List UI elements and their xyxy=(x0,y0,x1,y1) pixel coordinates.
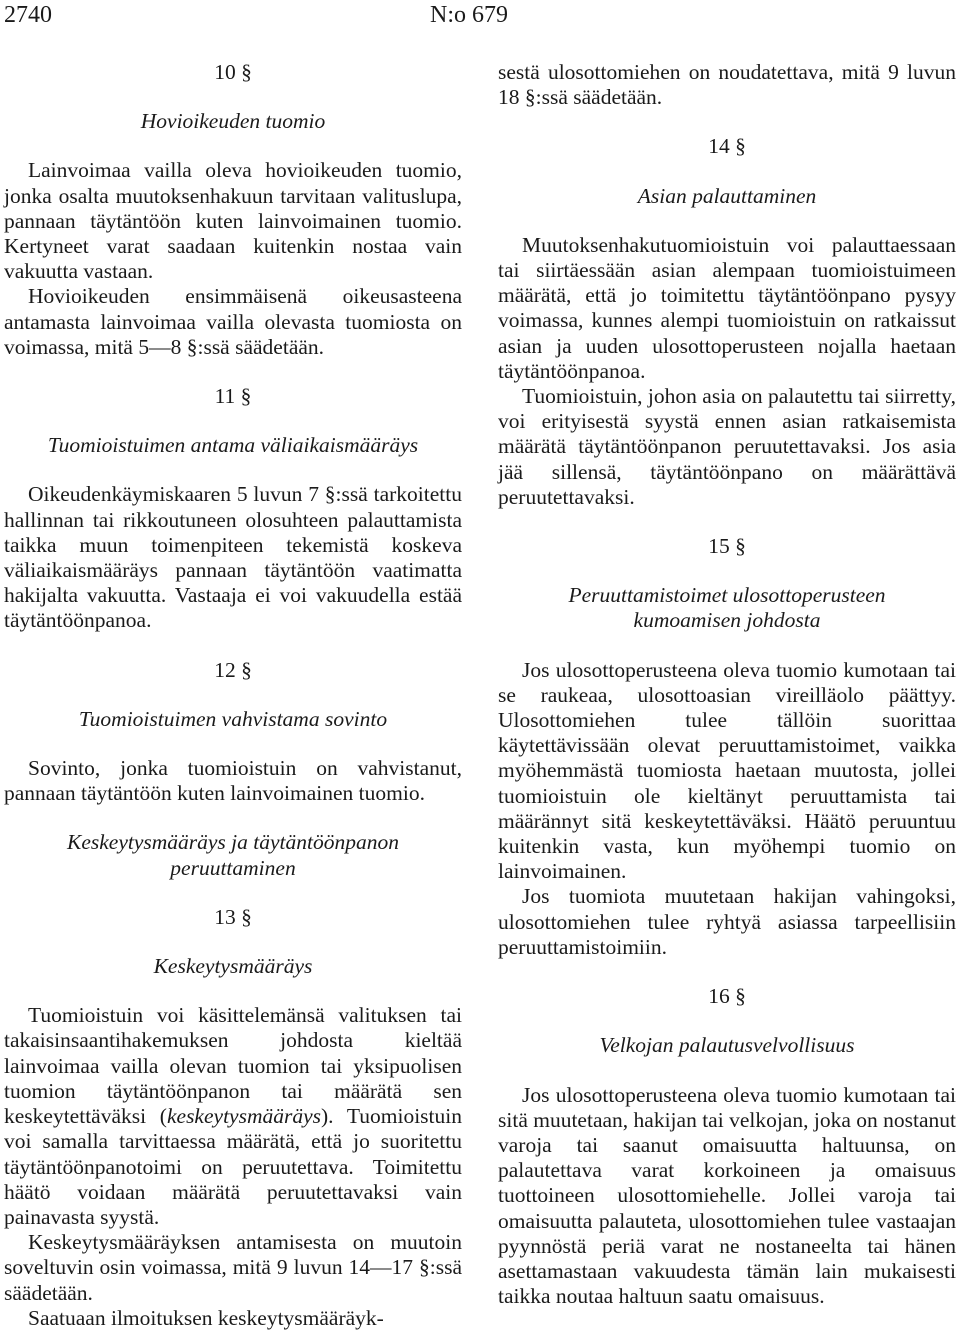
section-16-paragraph-1: Jos ulosottoperusteena oleva tuomio kumotaan tai sitä muutetaan, hakijan tai velkojan, joka on nostanut varoja tai saanut omaisuutta haltuunsa, on palautettava varat korkoineen ja omaisuus tuottoineen ulosottomiehelle. Jollei varoja tai omaisuutta palauteta, ulosottomiehen tulee vastaajan pyynnöstä periä varat ne nostaneelta tai hänen asettamastaan vakuudesta tämän lain mukaisesti taikka noutaa haltuun saatu omaisuus. xyxy=(498,1082,956,1309)
section-15-paragraph-1: Jos ulosottoperusteena oleva tuomio kumotaan tai se raukeaa, ulosottoasian vireilläolo päättyy. Ulosottomiehen tulee tällöin suorittaa käytettävissään olevat peruuttamistoimet, vaikka myöhemmästä tuomiosta haetaan muutosta, jollei tuomioistuin ole kieltänyt peruuttamista tai määrännyt sitä keskeytettäväksi. Häätö peruuntuu kuitenkin vasta, kun myöhempi tuomio on lainvoimainen. xyxy=(498,657,956,884)
section-12-paragraph-1: Sovinto, jonka tuomioistuin on vahvistanut, pannaan täytäntöön kuten lainvoimainen tuomio. xyxy=(4,756,462,806)
section-10-title: Hovioikeuden tuomio xyxy=(140,109,326,134)
section-14-paragraph-1: Muutoksenhakutuomioistuin voi palauttaessaan tai siirtäessään asian alempaan tuomioistuimeen määrätä, että jo toimitettu täytäntöönpano pysyy voimassa, kunnes alempi tuomioistuin on ratkaissut asian ja uuden ulosottoperusteen nojalla haetaan täytäntöönpanoa. xyxy=(498,232,956,383)
section-16-title: Velkojan palautusvelvollisuus xyxy=(599,1033,855,1058)
section-15-number: 15 § xyxy=(708,534,746,559)
page-header xyxy=(0,0,960,40)
left-column xyxy=(4,60,462,1331)
section-13-number: 13 § xyxy=(214,904,252,929)
section-10-paragraph-2: Hovioikeuden ensimmäisenä oikeusasteena antamasta lainvoimaa vailla olevasta tuomiosta on voimassa, mitä 5—8 §:ssä säädetään. xyxy=(4,284,462,359)
continuation-paragraph: sestä ulosottomiehen on noudatettava, mitä 9 luvun 18 §:ssä säädetään. xyxy=(498,60,956,110)
section-11-title: Tuomioistuimen antama väliaikaismääräys xyxy=(47,433,419,458)
section-10-number: 10 § xyxy=(214,60,252,84)
section-14-paragraph-2: Tuomioistuin, johon asia on palautettu tai siirretty, voi erityisestä syystä ennen asian ratkaisemista määrätä täytäntöönpanon peruutettavaksi. Jos asia jää sillensä, täytäntöönpano on määrättävä peruutettavaksi. xyxy=(498,384,956,509)
section-16-number: 16 § xyxy=(708,984,746,1009)
section-15-title: Peruuttamistoimet ulosottoperusteen kumoamisen johdosta xyxy=(568,583,886,633)
section-13-paragraph-2: Keskeytysmääräyksen antamisesta on muutoin soveltuvin osin voimassa, mitä 9 luvun 14—17 §:ssä säädetään. xyxy=(4,1230,462,1305)
chapter-heading: Keskeytysmääräys ja täytäntöönpanon peruuttaminen xyxy=(66,830,399,880)
section-13-title: Keskeytysmääräys xyxy=(153,954,313,979)
section-13-text-part-b: ). Tuomioistuin voi samalla tarvittaessa määrätä, että jo suoritettu täytäntöönpanotoimi on peruutettava. Toimitettu häätö voidaan määrätä peruutettavaksi vain painavasta syystä. xyxy=(4,1104,462,1229)
page-number: 2740 xyxy=(4,2,52,28)
section-12-number: 12 § xyxy=(214,657,252,682)
section-12-title: Tuomioistuimen vahvistama sovinto xyxy=(78,706,388,731)
section-13-paragraph-1 xyxy=(4,1003,462,1230)
section-10-paragraph-1: Lainvoimaa vailla oleva hovioikeuden tuomio, jonka osalta muutoksenhakuun tarvitaan valituslupa, pannaan täytäntöön kuten lainvoimainen tuomio. Kertyneet varat saadaan kuitenkin nostaa vain vakuutta vastaan. xyxy=(4,158,462,284)
right-column xyxy=(498,60,956,1309)
section-13-text-part-a: Tuomioistuin voi käsittelemänsä valituksen tai takaisinsaantihakemuksen johdosta kieltää lainvoimaa vailla olevan tuomion tai yksipuolisen tuomion täytäntöönpanon tai määrätä sen keskeytettäväksi ( xyxy=(4,1003,462,1129)
section-15-paragraph-2: Jos tuomiota muutetaan hakijan vahingoksi, ulosottomiehen tulee ryhtyä asiassa tarpeellisiin peruuttamistoimiin. xyxy=(498,884,956,959)
section-11-paragraph-1: Oikeudenkäymiskaaren 5 luvun 7 §:ssä tarkoitettu hallinnan tai rikkoutuneen olosuhteen palauttamista taikka muun toimenpiteen tekemistä koskeva väliaikaismääräys pannaan täytäntöön vaatimatta hakijalta vakuutta. Vastaaja ei voi vakuudella estää täytäntöönpanoa. xyxy=(4,482,462,633)
issue-number: N:o 679 xyxy=(430,2,508,28)
section-13-paragraph-3: Saatuaan ilmoituksen keskeytysmääräyk- xyxy=(28,1305,384,1330)
defined-term-keskeytysmaarays: keskeytysmääräys xyxy=(166,1104,322,1129)
section-11-number: 11 § xyxy=(214,384,252,409)
section-14-title: Asian palauttaminen xyxy=(637,183,817,208)
section-14-number: 14 § xyxy=(708,134,746,159)
